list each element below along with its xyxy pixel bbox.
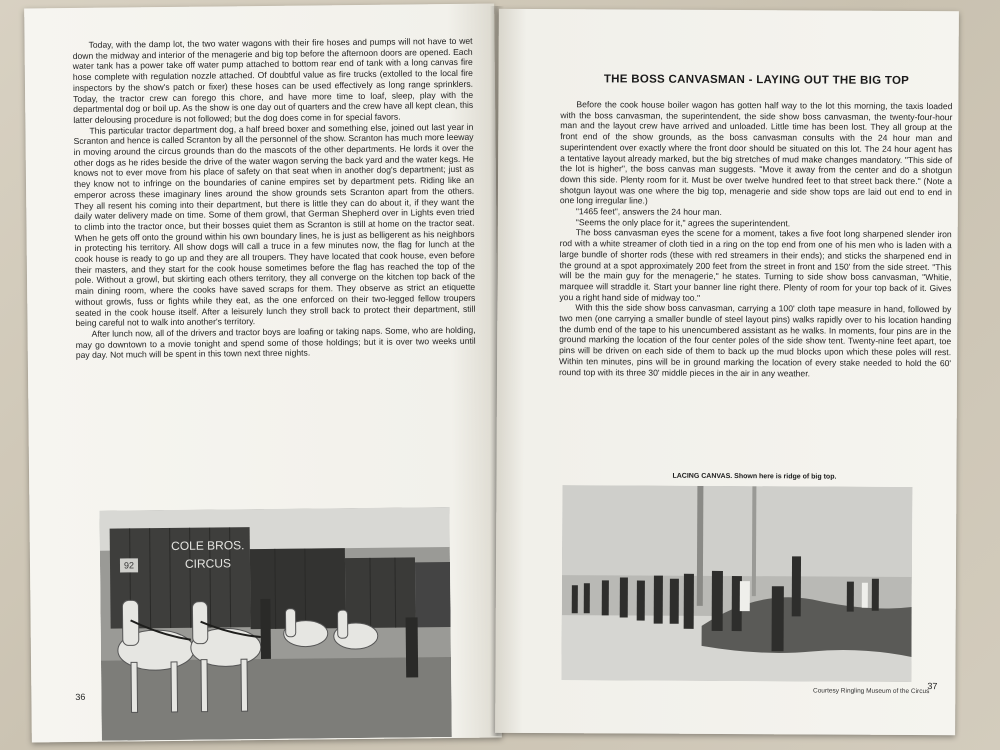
- left-paragraph-2: This particular tractor department dog, a half breed boxer and something else, joined out last year in Scranton and hence is called Scranton by all the personnel of the show. Scranton has much more leeway in moving around the circus grounds than do the mascots of the other departments. He lords it over the other dogs as he rides beside the drive of the water wagon serving the back yard and the water kegs. He knows not to ever move from his place of safety on that seat when in another dog's department; just as they know not to infringe on the boundaries of canine empires set by department pets. Riding like an emperor across these imaginary lines around the show grounds sets Scranton apart from the others. They all resent his coming into their department, but there is little they can do about it, if they want the daily water delivery made on time. Some of them growl, that German Shepherd over in Lights even tried to climb into the tractor once, but their bosses quiet them as Scranton is still at home on the tractor seat. When he gets off onto the ground within his own boundary lines, he is just as belligerent as his neighbors in protecting his territory. All show dogs will call a truce in a few minutes now, the flag for lunch at the cook house is ready to go up and they are all troupers. They have located that cook house, even before their masters, and they start for the cook house sometimes before the flag has reached the top of the pole. Without a growl, but skirting each others territory, they all converge on the kitchen top back of the main dining room, where the cooks have saved scraps for them. They observe as strict an etiquette without growls, fuss or fights while they eat, as the one enforced on their two-legged fellow troupers seated in the cook house itself. After a leisurely lunch they stroll back to protect their department, still being careful not to walk into another's territory.: [73, 121, 476, 329]
- left-page-body: [73, 36, 476, 361]
- left-page: [24, 4, 502, 743]
- lacing-canvas-photo: [561, 485, 912, 682]
- boxcar-lettering-1: COLE BROS.: [171, 538, 245, 553]
- right-paragraph-3: "Seems the only place for it," agrees the superintendent.: [575, 216, 791, 229]
- photo-credit: Courtesy Ringling Museum of the Circus: [812, 687, 930, 696]
- right-page-body: [559, 99, 952, 379]
- boxcar-number: 92: [123, 560, 135, 571]
- photo-caption: LACING CANVAS. Shown here is ridge of big top.: [672, 472, 837, 481]
- boxcar-lettering-2: CIRCUS: [184, 556, 232, 571]
- page-number-right: 37: [927, 681, 938, 692]
- right-page: [495, 9, 959, 735]
- chapter-heading: THE BOSS CANVASMAN - LAYING OUT THE BIG TOP: [603, 73, 910, 87]
- page-number-left: 36: [75, 691, 86, 702]
- horses-boxcars-photo: [99, 507, 451, 741]
- right-paragraph-5: With this the side show boss canvasman, carrying a 100' cloth tape measure in hand, followed by two men (one carrying a smaller bundle of steel layout pins) walks rapidly over to his location handing the dumb end of the tape to his unencumbered assistant as he walks. In moments, four pins are in the ground marking the location of the four center poles of the side show tent. Twenty-nine feet apart, toe pins will be driven on each side of them to back up the mud blocks upon which these poles will rest. Within ten minutes, pins will be in ground marking the location of every stake needed to hold the 60' round top with its three 30' middle pieces in the air in any weather.: [558, 302, 952, 379]
- left-paragraph-1: Today, with the damp lot, the two water wagons with their fire hoses and pumps will not have to wet down the midway and interior of the menagerie and big top before the afternoon doors are opened. Each water tank has a power take off water pump attached to bottom rear end of tank with a long canvas fire hose complete with regulation nozzle attached. Of doubtful value as fire trucks (extolled to the local fire inspectors by the show's patch or fixer) these hoses can be used effectively as long range sprinklers. Today, the tractor crew can forego this chore, and have more time to loaf, sleep, play with the departmental dog or boil up. As the show is one day out of quarters and the crew have all kept clean, this latter delousing procedure is not followed; but the dog does come in for special favors.: [72, 35, 474, 125]
- right-paragraph-1: Before the cook house boiler wagon has gotten half way to the lot this morning, the taxis loaded with the boss canvasman, the superintendent, the side show boss canvasman, the twenty-four-hour man and the layout crew have arrived and unloaded. Little time has been lost. They all group at the front end of the show grounds, as the boss canvasman consults with the 24 hour man and superintendent over exactly where the front door should be situated on this lot. The 24 hour agent has a tentative layout already marked, but the big stretches of mud make changes mandatory. "This side of the lot is higher", the boss canvas man suggests. "Move it away from the center and do a shotgun down this side. Plenty room for it. Must be over twelve hundred feet to that street back there." (Note a shotgun layout was one where the big top, menagerie and side show tops are laid out end to end in one long irregular line.): [559, 99, 953, 206]
- right-paragraph-2: "1465 feet", answers the 24 hour man.: [575, 206, 722, 218]
- right-paragraph-4: The boss canvasman eyes the scene for a moment, takes a five foot long sharpened slender iron rod with a white streamer of cloth tied in a ring on the top end from one of his men who is laden with a large bundle of shorter rods (these with red streamers in their ends); and sticks the sharpened end in the ground at a spot approximately 200 feet from the street in front and 150' from the side street. "This will be the main guy for the menagerie," he states. Turning to side show boss canvasman, "Whitie, marquee will straddle it. Start your banner line right there. Plenty of room for your top back of it. Gives you a right hand side of midway too.": [559, 227, 952, 303]
- left-paragraph-3: After lunch now, all of the drivers and tractor boys are loafing or taking naps. Some, who are holding, may go downtown to a movie tonight and spend some of those holdings; but it is over two weeks until pay day. Not much will be spent in this town next three nights.: [75, 324, 476, 361]
